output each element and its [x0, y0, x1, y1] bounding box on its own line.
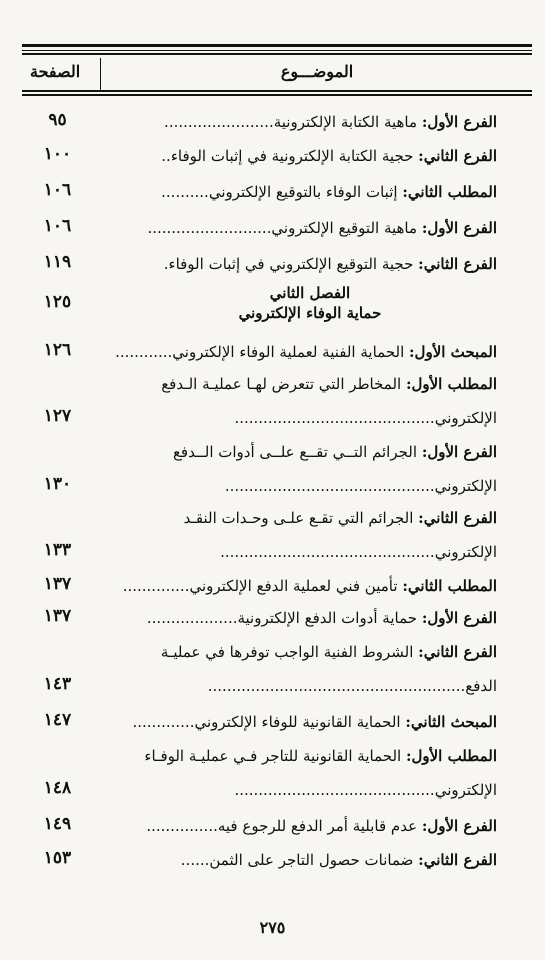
entry-title: الجرائم التــي تقــع علــى أدوات الــدفع — [172, 443, 422, 461]
entry-label: الفرع الأول: — [421, 443, 497, 461]
page-number-cell: ١٠٦ — [43, 216, 72, 236]
entry-text — [77, 409, 497, 427]
entry-text — [77, 477, 497, 495]
page-number-cell: ٩٥ — [48, 110, 67, 130]
toc-row — [0, 574, 545, 604]
toc-row — [0, 252, 545, 282]
toc-row — [0, 372, 545, 402]
toc-row — [0, 506, 545, 536]
entry-title: حماية أدوات الدفع الإلكترونية................... — [146, 609, 422, 627]
chapter-title: حماية الوفاء الإلكتروني — [238, 304, 382, 322]
entry-label: المطلب الأول: — [405, 375, 497, 393]
page-number-cell: ١٠٦ — [43, 180, 72, 200]
header-divider — [100, 58, 101, 90]
entry-text — [77, 851, 497, 869]
toc-row — [0, 110, 545, 140]
entry-text — [77, 113, 497, 131]
entry-text — [77, 609, 497, 627]
page-number-cell: ١٢٥ — [43, 292, 72, 312]
entry-label: الفرع الثاني: — [418, 255, 497, 273]
page-number-cell: ١٠٠ — [43, 144, 72, 164]
entry-title: الحماية القانونية للتاجر فـي عمليـة الوفـاء — [144, 747, 406, 765]
entry-text — [77, 147, 497, 165]
entry-title: المخاطر التي تتعرض لهـا عمليـة الـدفع — [161, 375, 406, 393]
entry-label: المطلب الثاني: — [402, 183, 497, 201]
entry-title: حجية الكتابة الإلكترونية في إثبات الوفاء.. — [161, 147, 419, 165]
entry-text — [77, 781, 497, 799]
toc-row — [0, 778, 545, 808]
page-number-cell: ١٣٧ — [43, 606, 72, 626]
entry-text — [77, 375, 497, 393]
toc-row — [0, 606, 545, 636]
toc-row — [0, 406, 545, 436]
entry-text — [77, 343, 497, 361]
toc-row — [0, 440, 545, 470]
header-rule-2 — [22, 94, 532, 96]
entry-title: إثبات الوفاء بالتوقيع الإلكتروني.......... — [161, 183, 403, 201]
toc-row — [0, 814, 545, 844]
toc-row — [0, 540, 545, 570]
page-column-header: الصفحة — [30, 62, 81, 81]
toc-row — [0, 710, 545, 740]
entry-title: عدم قابلية أمر الدفع للرجوع فيه............... — [146, 817, 422, 835]
page-number-cell: ١٣٧ — [43, 574, 72, 594]
entry-label: الفرع الثاني: — [418, 643, 497, 661]
entry-text — [77, 509, 497, 527]
top-rule-thick — [22, 44, 532, 47]
page-number-cell: ١٢٧ — [43, 406, 72, 426]
entry-text — [77, 443, 497, 461]
entry-title: ضمانات حصول التاجر على الثمن...... — [180, 851, 419, 869]
toc-row — [0, 640, 545, 670]
entry-label: الفرع الثاني: — [418, 509, 497, 527]
entry-title: الإلكتروني............................................ — [224, 477, 497, 495]
page-number-cell: ١٤٧ — [43, 710, 72, 730]
entry-text — [77, 677, 497, 695]
entry-title: الجرائم التي تقـع علـى وحـدات النقـد — [183, 509, 419, 527]
entry-label: المطلب الأول: — [405, 747, 497, 765]
entry-text — [77, 219, 497, 237]
entry-label: الفرع الأول: — [421, 113, 497, 131]
entry-title: الإلكتروني.......................................... — [234, 409, 497, 427]
page-number: ٢٧٥ — [259, 918, 286, 937]
entry-label: الفرع الثاني: — [418, 147, 497, 165]
entry-title: الحماية القانونية للوفاء الإلكتروني............. — [132, 713, 406, 731]
top-rule-double — [22, 53, 532, 55]
entry-label: المبحث الثاني: — [405, 713, 497, 731]
page-number-cell: ١٤٩ — [43, 814, 72, 834]
page-number-cell: ١١٩ — [43, 252, 72, 272]
entry-text — [77, 817, 497, 835]
entry-label: الفرع الأول: — [421, 817, 497, 835]
toc-row — [0, 216, 545, 246]
entry-text — [77, 577, 497, 595]
entry-title: تأمين فني لعملية الدفع الإلكتروني.............. — [122, 577, 403, 595]
entry-title: الدفع...................................................... — [207, 677, 497, 695]
toc-row — [0, 340, 545, 370]
entry-text — [77, 543, 497, 561]
page-number-cell: ١٤٨ — [43, 778, 72, 798]
entry-label: المطلب الثاني: — [402, 577, 497, 595]
top-rule-thin — [22, 50, 532, 51]
entry-label: الفرع الأول: — [421, 219, 497, 237]
page-number-cell: ١٢٦ — [43, 340, 72, 360]
entry-text — [77, 713, 497, 731]
topic-column-header: الموضـــوع — [280, 62, 354, 81]
entry-label: الفرع الثاني: — [418, 851, 497, 869]
chapter-heading: الفصل الثاني — [269, 284, 351, 302]
entry-title: الإلكتروني............................................. — [220, 543, 497, 561]
page-number-cell: ١٥٣ — [43, 848, 72, 868]
entry-label: الفرع الأول: — [421, 609, 497, 627]
toc-row — [0, 144, 545, 174]
page-number-cell: ١٤٣ — [43, 674, 72, 694]
toc-row — [0, 744, 545, 774]
page-number-cell: ١٣٣ — [43, 540, 72, 560]
toc-row — [0, 284, 545, 322]
entry-title: حجية التوقيع الإلكتروني في إثبات الوفاء. — [163, 255, 419, 273]
entry-title: الإلكتروني.......................................... — [234, 781, 497, 799]
entry-title: الحماية الفنية لعملية الوفاء الإلكتروني............ — [115, 343, 410, 361]
entry-text — [77, 747, 497, 765]
entry-title: الشروط الفنية الواجب توفرها في عمليـة — [160, 643, 419, 661]
entry-text — [77, 183, 497, 201]
toc-row — [0, 674, 545, 704]
page-number-cell: ١٣٠ — [43, 474, 72, 494]
header-rule-1 — [22, 90, 532, 92]
toc-header — [22, 58, 532, 88]
toc-row — [0, 848, 545, 878]
toc-row — [0, 474, 545, 504]
entry-title: ماهية التوقيع الإلكتروني.......................... — [147, 219, 422, 237]
entry-text — [77, 643, 497, 661]
entry-label: المبحث الأول: — [409, 343, 497, 361]
entry-text — [77, 255, 497, 273]
entry-title: ماهية الكتابة الإلكترونية....................... — [164, 113, 422, 131]
toc-row — [0, 180, 545, 210]
